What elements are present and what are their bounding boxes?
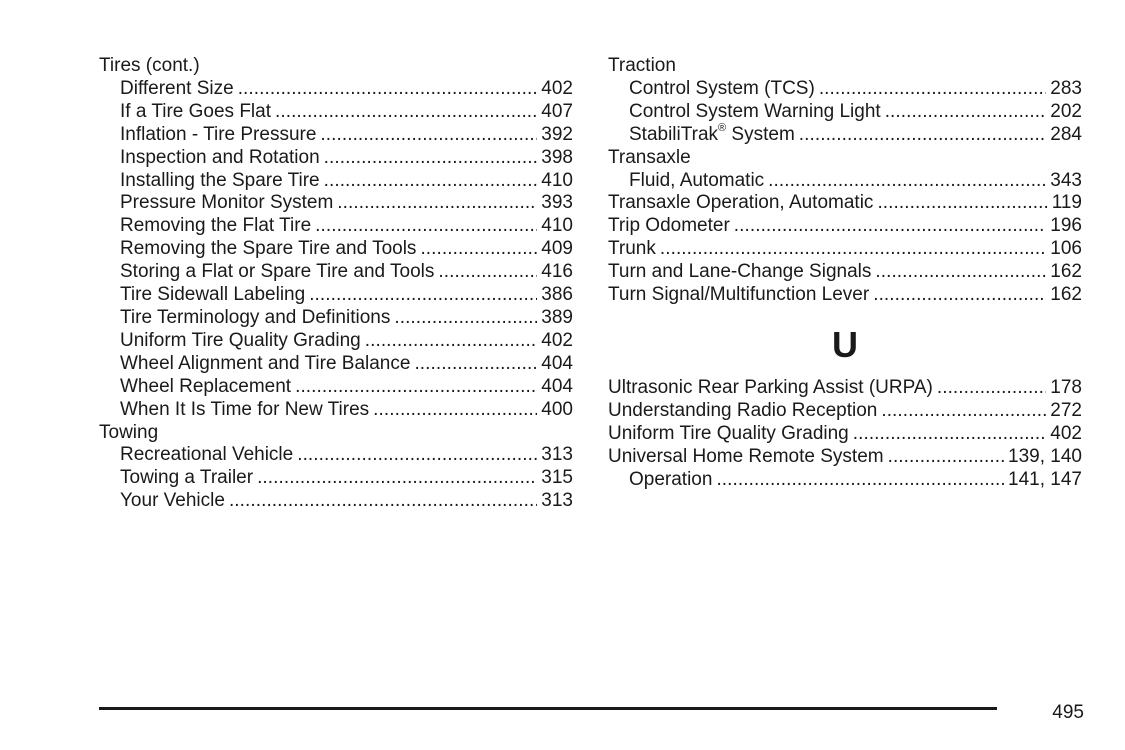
index-subentry	[99, 353, 573, 376]
index-heading: Traction	[608, 55, 676, 76]
entry-label-text: Ultrasonic Rear Parking Assist (URPA)	[608, 376, 933, 398]
entry-label-text: Turn and Lane-Change Signals	[608, 261, 872, 283]
entry-label-text: Different Size	[120, 77, 234, 99]
page-reference: 386	[541, 284, 573, 306]
dot-leader	[420, 238, 537, 261]
entry-label	[629, 101, 881, 124]
index-subentry	[608, 170, 1082, 193]
index-entry	[608, 446, 1082, 469]
entry-label-text: Recreational Vehicle	[120, 444, 294, 466]
index-heading: Transaxle	[608, 146, 691, 168]
page-reference: 141, 147	[1008, 468, 1082, 490]
page-reference: 139, 140	[1008, 445, 1082, 467]
entry-label	[608, 284, 869, 307]
index-subentry	[99, 444, 573, 467]
entry-label	[629, 78, 815, 101]
entry-label	[120, 78, 234, 101]
entry-label-text: Removing the Flat Tire	[120, 215, 312, 237]
dot-leader	[873, 284, 1046, 307]
entry-label-text: Control System Warning Light	[629, 100, 881, 122]
index-group-t	[608, 55, 1082, 307]
entry-label-text: Installing the Spare Tire	[120, 169, 320, 191]
index-subentry	[99, 307, 573, 330]
index-subentry	[99, 490, 573, 513]
entry-label-text: Inspection and Rotation	[120, 146, 320, 168]
page-reference: 410	[541, 215, 573, 237]
entry-label-text: Your Vehicle	[120, 490, 225, 512]
dot-leader	[660, 238, 1046, 261]
entry-label-text: Removing the Spare Tire and Tools	[120, 238, 417, 260]
index-subentry	[608, 124, 1082, 147]
dot-leader	[324, 170, 538, 193]
page-reference: 409	[541, 238, 573, 260]
page-reference: 272	[1050, 399, 1082, 421]
page-reference: 416	[541, 261, 573, 283]
page-reference: 398	[541, 146, 573, 168]
index-entry	[608, 423, 1082, 446]
page-reference: 283	[1050, 77, 1082, 99]
index-entry	[608, 215, 1082, 238]
entry-label	[120, 147, 320, 170]
entry-label	[120, 307, 390, 330]
entry-label-text: Tire Terminology and Definitions	[120, 306, 391, 328]
index-heading: Tires (cont.)	[99, 55, 200, 76]
dot-leader	[414, 353, 537, 376]
index-subentry	[99, 170, 573, 193]
index-entry	[608, 377, 1082, 400]
footer-rule	[99, 707, 997, 710]
entry-label	[120, 170, 320, 193]
index-column-left	[99, 55, 573, 513]
page-reference: 407	[541, 100, 573, 122]
entry-label	[120, 284, 305, 307]
dot-leader	[734, 215, 1047, 238]
page-reference: 106	[1050, 238, 1082, 260]
dot-leader	[337, 192, 537, 215]
index-subentry	[608, 101, 1082, 124]
entry-label-suffix: System	[726, 123, 795, 145]
entry-label	[120, 490, 225, 513]
entry-label	[608, 238, 656, 261]
entry-label-text: Turn Signal/Multifunction Lever	[608, 284, 870, 306]
page-reference: 315	[541, 467, 573, 489]
page-reference: 393	[541, 192, 573, 214]
dot-leader	[799, 124, 1047, 147]
entry-label	[120, 215, 311, 238]
dot-leader	[229, 490, 537, 513]
entry-label-text: Fluid, Automatic	[629, 169, 765, 191]
index-entry	[608, 284, 1082, 307]
dot-leader	[875, 261, 1046, 284]
index-subentry	[99, 467, 573, 490]
index-entry	[608, 192, 1082, 215]
entry-label-text: Storing a Flat or Spare Tire and Tools	[120, 261, 435, 283]
entry-label	[629, 469, 712, 492]
entry-label	[120, 124, 316, 147]
dot-leader	[937, 377, 1046, 400]
entry-label	[120, 101, 271, 124]
index-subentry	[99, 215, 573, 238]
entry-label	[608, 446, 884, 469]
entry-label-text: Understanding Radio Reception	[608, 399, 878, 421]
page-reference: 202	[1050, 100, 1082, 122]
dot-leader	[315, 215, 537, 238]
page-reference: 389	[541, 306, 573, 328]
entry-label-text: Tire Sidewall Labeling	[120, 284, 306, 306]
entry-label	[608, 377, 933, 400]
entry-label-text: Trip Odometer	[608, 215, 730, 237]
page-reference: 400	[541, 398, 573, 420]
page-reference: 404	[541, 352, 573, 374]
dot-leader	[877, 192, 1047, 215]
page-reference: 196	[1050, 215, 1082, 237]
entry-label	[120, 353, 410, 376]
page-reference: 402	[1050, 422, 1082, 444]
entry-label	[608, 400, 877, 423]
entry-label-text: Pressure Monitor System	[120, 192, 334, 214]
index-column-right	[608, 55, 1082, 492]
index-group-u	[608, 377, 1082, 492]
index-subentry	[99, 192, 573, 215]
entry-label	[120, 330, 361, 353]
entry-label-text: Control System (TCS)	[629, 77, 815, 99]
page-reference: 402	[541, 329, 573, 351]
index-subentry	[99, 147, 573, 170]
entry-label	[120, 261, 434, 284]
page-reference: 392	[541, 123, 573, 145]
entry-label-text: Trunk	[608, 238, 656, 260]
registered-mark: ®	[718, 122, 727, 135]
entry-label	[120, 444, 293, 467]
entry-label	[608, 215, 730, 238]
entry-label-text: Universal Home Remote System	[608, 445, 884, 467]
index-subentry	[99, 399, 573, 422]
page-reference: 313	[541, 444, 573, 466]
entry-label-text: Transaxle Operation, Automatic	[608, 192, 874, 214]
page-reference: 313	[541, 490, 573, 512]
index-entry	[608, 238, 1082, 261]
page-reference: 284	[1050, 123, 1082, 145]
dot-leader	[438, 261, 537, 284]
entry-label-text: Wheel Replacement	[120, 375, 292, 397]
entry-label	[608, 192, 873, 215]
dot-leader	[394, 307, 537, 330]
dot-leader	[295, 376, 537, 399]
index-subentry	[99, 330, 573, 353]
dot-leader	[768, 170, 1046, 193]
dot-leader	[275, 101, 537, 124]
dot-leader	[257, 467, 537, 490]
entry-label	[608, 423, 849, 446]
page-reference: 178	[1050, 376, 1082, 398]
page-reference: 402	[541, 77, 573, 99]
entry-label	[120, 192, 333, 215]
index-subentry	[99, 101, 573, 124]
page-reference: 119	[1051, 192, 1082, 214]
page-reference: 162	[1050, 261, 1082, 283]
entry-label-text: If a Tire Goes Flat	[120, 100, 271, 122]
dot-leader	[238, 78, 538, 101]
entry-label-text: Uniform Tire Quality Grading	[120, 329, 361, 351]
index-subentry	[99, 376, 573, 399]
dot-leader	[885, 101, 1047, 124]
dot-leader	[320, 124, 537, 147]
entry-label	[120, 376, 291, 399]
page-number: 495	[1052, 702, 1084, 723]
entry-label-text: StabiliTrak	[629, 123, 719, 145]
dot-leader	[853, 423, 1047, 446]
page-reference: 404	[541, 375, 573, 397]
entry-label	[629, 124, 795, 147]
section-letter-heading: U	[832, 323, 858, 365]
index-entry	[608, 400, 1082, 423]
entry-label-text: Operation	[629, 468, 713, 490]
index-subentry	[608, 78, 1082, 101]
entry-label	[629, 170, 764, 193]
index-subentry	[99, 261, 573, 284]
page-reference: 410	[541, 169, 573, 191]
dot-leader	[819, 78, 1046, 101]
dot-leader	[888, 446, 1004, 469]
index-entry	[608, 261, 1082, 284]
entry-label-text: Uniform Tire Quality Grading	[608, 422, 849, 444]
dot-leader	[324, 147, 538, 170]
entry-label-text: Towing a Trailer	[120, 467, 254, 489]
index-subentry	[99, 238, 573, 261]
entry-label	[608, 261, 871, 284]
index-subentry	[99, 78, 573, 101]
entry-label	[120, 467, 253, 490]
index-subentry	[99, 284, 573, 307]
entry-label-text: Inflation - Tire Pressure	[120, 123, 317, 145]
index-subentry	[99, 124, 573, 147]
dot-leader	[881, 400, 1046, 423]
index-heading: Towing	[99, 421, 159, 443]
dot-leader	[373, 399, 537, 422]
dot-leader	[365, 330, 538, 353]
entry-label	[120, 399, 369, 422]
index-subentry	[608, 469, 1082, 492]
page-reference: 162	[1050, 284, 1082, 306]
dot-leader	[309, 284, 537, 307]
entry-label-text: Wheel Alignment and Tire Balance	[120, 352, 411, 374]
page-reference: 343	[1050, 169, 1082, 191]
dot-leader	[716, 469, 1004, 492]
dot-leader	[297, 444, 537, 467]
entry-label	[120, 238, 416, 261]
entry-label-text: When It Is Time for New Tires	[120, 398, 370, 420]
